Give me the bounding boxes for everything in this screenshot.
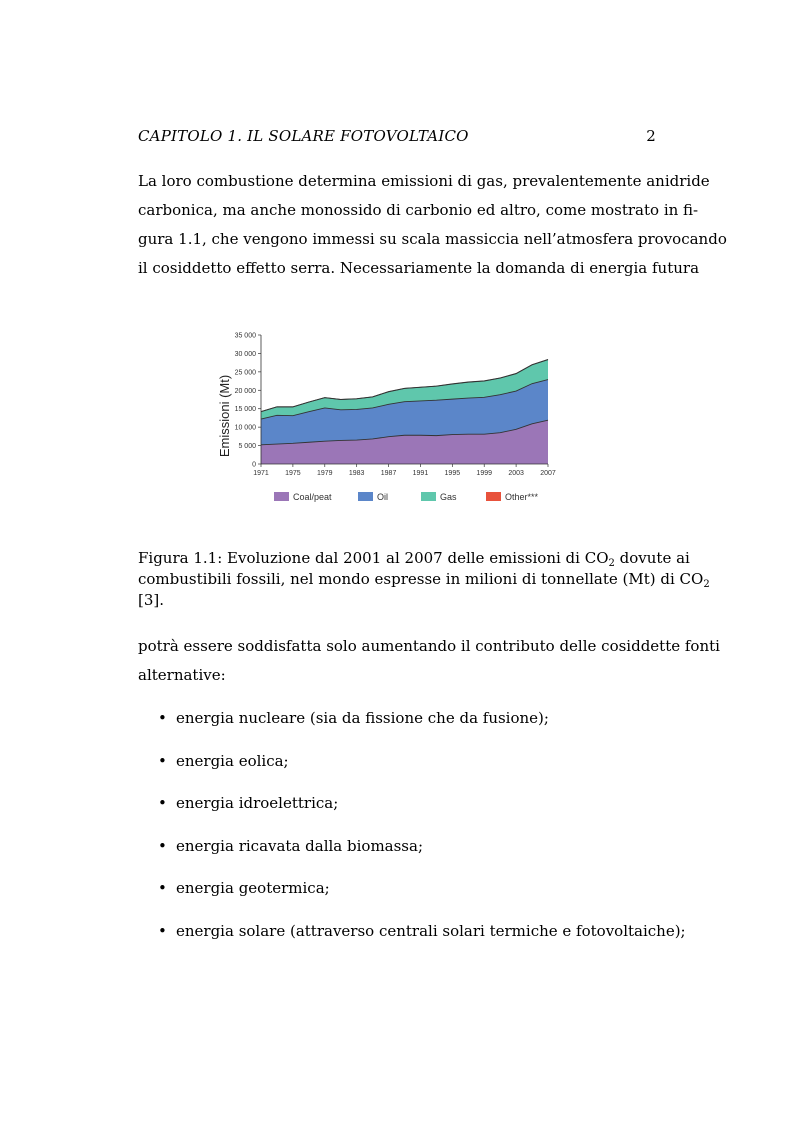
page-number: 2 <box>646 127 656 145</box>
text-line: La loro combustione determina emissioni di gas, prevalentemente anidride <box>138 172 710 190</box>
x-tick-label: 1979 <box>316 470 333 477</box>
x-tick-label: 1999 <box>476 470 493 477</box>
x-tick-label: 1991 <box>412 470 429 477</box>
y-tick-label: 35 000 <box>234 332 256 340</box>
legend-swatch <box>358 492 373 501</box>
y-tick-label: 25 000 <box>234 369 256 377</box>
figure-caption <box>138 548 710 611</box>
x-tick-label: 1987 <box>380 470 397 477</box>
list-item: • energia eolica; <box>158 748 658 791</box>
chapter-title: CAPITOLO 1. IL SOLARE FOTOVOLTAICO <box>138 127 469 145</box>
figure-emissions-chart <box>214 324 574 514</box>
list-item: • energia geotermica; <box>158 875 658 918</box>
caption-line: [3]. <box>138 591 165 609</box>
legend-item <box>486 492 539 502</box>
list-item: • energia ricavata dalla biomassa; <box>158 833 658 876</box>
y-tick-label: 30 000 <box>234 350 256 358</box>
y-tick-label: 5 000 <box>238 443 256 451</box>
bullet-icon: • <box>158 879 167 897</box>
text-line: gura 1.1, che vengono immessi su scala massiccia nell’atmosfera provocando <box>138 230 727 248</box>
y-axis-label: Emissioni (Mt) <box>217 374 232 458</box>
list-item: • energia solare (attraverso centrali solari termiche e fotovoltaiche); <box>158 918 658 961</box>
bullet-icon: • <box>158 921 167 940</box>
caption-line: combustibili fossili, nel mondo espresse in milioni di tonnellate (Mt) di $CO_2$ <box>138 570 710 590</box>
legend-swatch <box>274 492 289 501</box>
x-tick-label: 1983 <box>348 470 365 477</box>
bullet-icon: • <box>158 836 167 855</box>
text-line: alternative: <box>138 666 226 684</box>
legend-item <box>421 492 457 502</box>
legend-label: Gas <box>440 492 457 502</box>
y-tick-label: 10 000 <box>234 424 256 432</box>
bullet-icon: • <box>158 794 167 812</box>
x-tick-label: 1995 <box>444 470 461 477</box>
y-tick-label: 0 <box>252 461 256 469</box>
legend-label: Coal/peat <box>293 492 332 502</box>
legend-item <box>274 492 332 502</box>
stacked-area-chart <box>214 324 574 514</box>
legend-label: Oil <box>377 492 388 502</box>
y-tick-label: 20 000 <box>234 387 256 395</box>
energy-sources-list <box>158 705 686 960</box>
list-item: • energia nucleare (sia da fissione che da fusione); <box>158 705 658 748</box>
legend-swatch <box>421 492 436 501</box>
list-item: • energia idroelettrica; <box>158 790 658 833</box>
running-header <box>138 127 656 145</box>
text-line: il cosiddetto effetto serra. Necessariamente la domanda di energia futura <box>138 259 700 277</box>
paragraph-intro <box>138 167 727 283</box>
paragraph-alternatives <box>138 632 720 690</box>
legend-item <box>358 492 388 502</box>
bullet-icon: • <box>158 751 167 770</box>
bullet-icon: • <box>158 709 167 727</box>
text-line: carbonica, ma anche monossido di carbonio ed altro, come mostrato in fi- <box>138 201 699 219</box>
caption-line: Figura 1.1: Evoluzione dal 2001 al 2007 delle emissioni di $CO_2$ dovute ai <box>138 549 690 569</box>
y-tick-label: 15 000 <box>234 406 256 414</box>
x-tick-label: 1971 <box>253 470 269 477</box>
x-tick-label: 2003 <box>508 470 524 477</box>
legend-label: Other*** <box>505 492 539 502</box>
text-line: potrà essere soddisfatta solo aumentando il contributo delle cosiddette fonti <box>138 637 720 655</box>
legend-swatch <box>486 492 501 501</box>
x-tick-label: 2007 <box>540 470 556 477</box>
x-tick-label: 1975 <box>285 470 301 477</box>
